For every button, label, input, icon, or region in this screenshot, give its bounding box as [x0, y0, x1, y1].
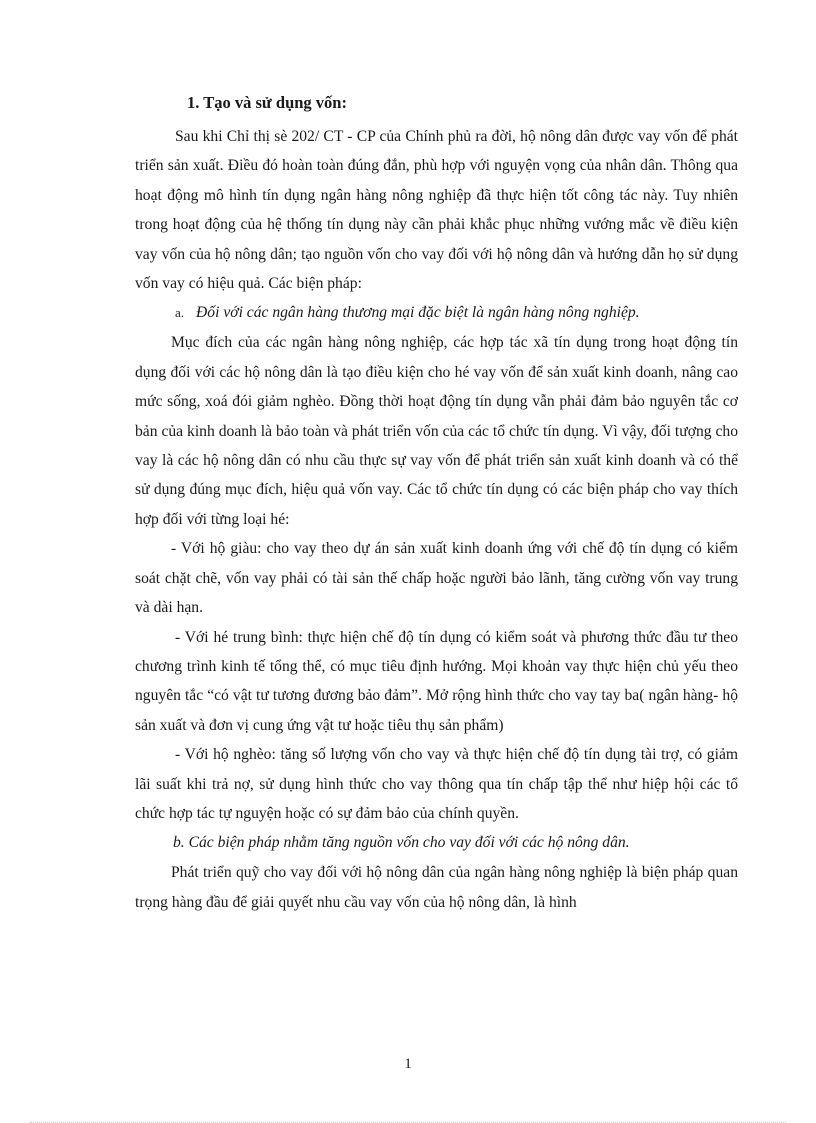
average-households-paragraph: - Với hé trung bình: thực hiện chế độ tín dụng có kiểm soát và phương thức đầu tư theo chương trình kinh tế tổng thể, có mục tiêu định hướng. Mọi khoản vay thực hiện chủ yếu theo nguyên tắc “có vật tư tương đương bảo đảm”. Mở rộng hình thức cho vay tay ba( ngân hàng- hộ sản xuất và đơn vị cung ứng vật tư hoặc tiêu thụ sản phẩm) [135, 628, 738, 734]
subsection-a-heading [135, 298, 738, 328]
intro-paragraph: Sau khi Chỉ thị sè 202/ CT - CP của Chính phủ ra đời, hộ nông dân được vay vốn để phát triển sản xuất. Điều đó hoàn toàn đúng đắn, phù hợp với nguyện vọng của nhân dân. Thông qua hoạt động mô hình tín dụng ngân hàng nông nghiệp đã thực hiện tốt công tác này. Tuy nhiên trong hoạt động của hệ thống tín dụng này cần phải khắc phục những vướng mắc về điều kiện vay vốn của hộ nông dân; tạo nguồn vốn cho vay đối với hộ nông dân và hướng dẫn họ sử dụng vốn vay có hiệu quả. Các biện pháp: [135, 128, 738, 293]
page-number: 1 [404, 1056, 412, 1072]
subsection-a-title: Đối với các ngân hàng thương mại đặc biệt là ngân hàng nông nghiệp. [196, 304, 640, 322]
subsection-b-heading: b. Các biện pháp nhằm tăng nguồn vốn cho vay đối với các hộ nông dân. [173, 834, 630, 852]
section-title: 1. Tạo và sử dụng vốn: [187, 93, 347, 112]
subsection-a-marker: a. [175, 305, 185, 321]
page-content [135, 88, 738, 917]
rich-households-paragraph: - Với hộ giàu: cho vay theo dự án sản xuất kinh doanh ứng với chế độ tín dụng có kiểm soát chặt chẽ, vốn vay phải có tài sản thế chấp hoặc người bảo lãnh, tăng cường vốn vay trung và dài hạn. [135, 540, 738, 617]
fund-paragraph: Phát triển quỹ cho vay đối với hộ nông dân của ngân hàng nông nghiệp là biện pháp quan trọng hàng đầu để giải quyết nhu cầu vay vốn của hộ nông dân, là hình [135, 864, 738, 911]
purpose-paragraph: Mục đích của các ngân hàng nông nghiệp, các hợp tác xã tín dụng trong hoạt động tín dụng đối với các hộ nông dân là tạo điều kiện cho hé vay vốn để sản xuất kinh doanh, nâng cao mức sống, xoá đói giảm nghèo. Đồng thời hoạt động tín dụng vẫn phải đảm bảo nguyên tắc cơ bản của kinh doanh là bảo toàn và phát triển vốn của các tổ chức tín dụng. Vì vậy, đối tượng cho vay là các hộ nông dân có nhu cầu thực sự vay vốn để phát triển sản xuất kinh doanh và có thể sử dụng đúng mục đích, hiệu quả vốn vay. Các tổ chức tín dụng có các biện pháp cho vay thích hợp đối với từng loại hé: [135, 334, 738, 528]
poor-households-paragraph: - Với hộ nghèo: tăng số lượng vốn cho vay và thực hiện chế độ tín dụng tài trợ, có giảm lãi suất khi trả nợ, sử dụng hình thức cho vay thông qua tín chấp tập thể như hiệp hội các tổ chức hợp tác tự nguyện hoặc có sự đảm bảo của chính quyền. [135, 746, 738, 822]
